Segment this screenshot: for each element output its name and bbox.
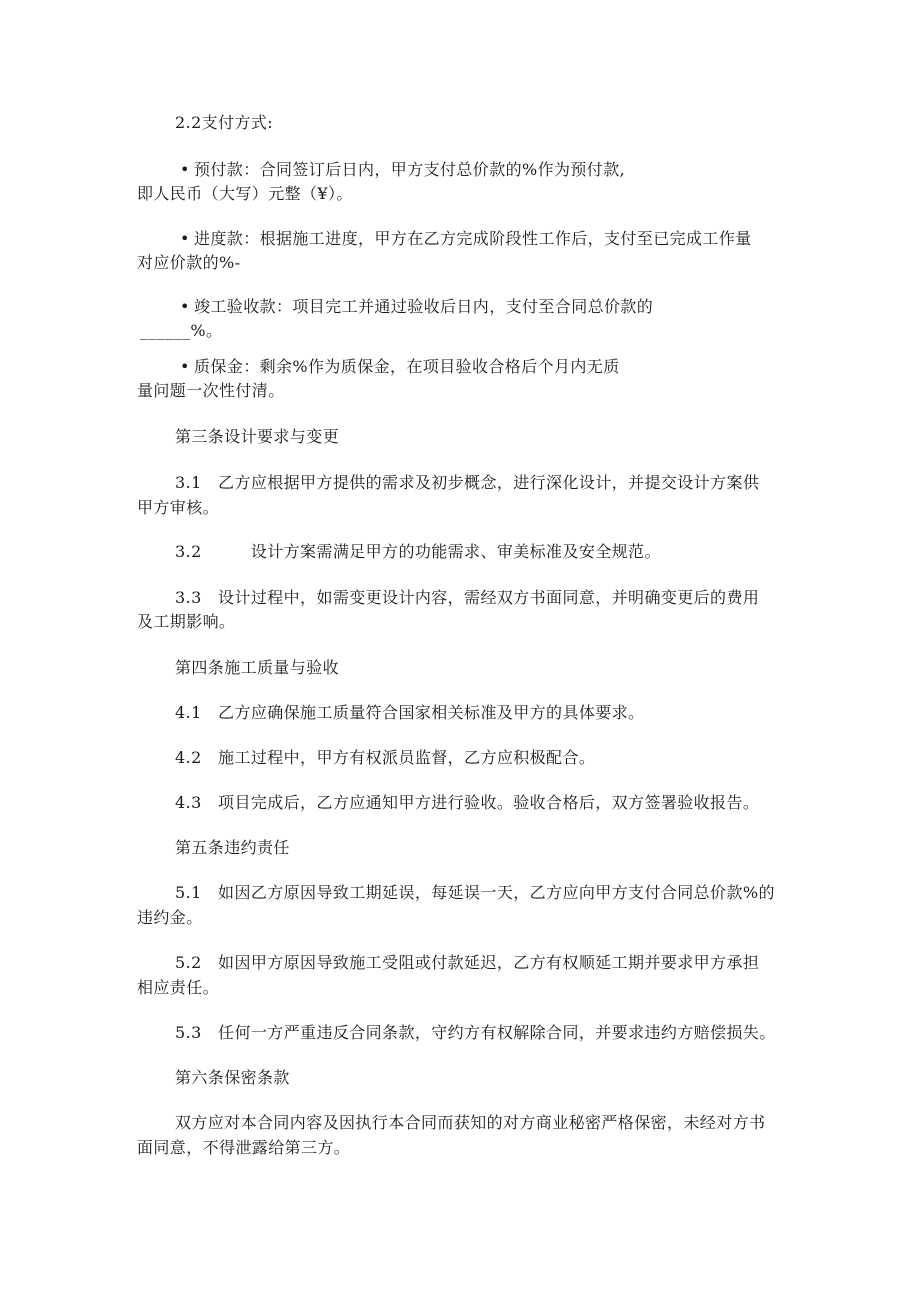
clause-4-2: 4.2 施工过程中，甲方有权派员监督，乙方应积极配合。 [175, 748, 596, 767]
bullet-dot-icon: • [180, 297, 190, 316]
article-6-title: 第六条保密条款 [175, 1068, 290, 1087]
clause-5-3: 5.3 任何一方严重违反合同条款，守约方有权解除合同，并要求违约方赔偿损失。 [175, 1023, 776, 1042]
clause-3-3-line2: 及工期影响。 [137, 612, 236, 631]
article-5-title: 第五条违约责任 [175, 838, 290, 857]
clause-5-1-line2: 违约金。 [137, 908, 203, 927]
bullet-completion [180, 297, 653, 317]
bullet-dot-icon: • [180, 357, 190, 376]
bullet-completion-line1: 竣工验收款：项目完工并通过验收后日内，支付至合同总价款的 [194, 297, 654, 316]
section-2-2-heading: 2.2支付方式: [175, 113, 274, 132]
clause-4-1: 4.1 乙方应确保施工质量符合国家相关标准及甲方的具体要求。 [175, 703, 645, 722]
clause-3-1-line1: 3.1 乙方应根据甲方提供的需求及初步概念，进行深化设计，并提交设计方案供 [175, 473, 760, 492]
bullet-completion-line2: ______%。 [140, 321, 223, 340]
clause-4-3: 4.3 项目完成后，乙方应通知甲方进行验收。验收合格后，双方签署验收报告。 [175, 793, 760, 812]
clause-5-2-line2: 相应责任。 [137, 978, 220, 997]
bullet-retention [180, 357, 620, 377]
bullet-retention-line2: 量问题一次性付清。 [137, 381, 285, 400]
bullet-retention-line1: 质保金：剩余%作为质保金，在项目验收合格后个月内无质 [194, 357, 620, 376]
bullet-dot-icon: • [180, 160, 190, 179]
bullet-prepayment-line2: 即人民币（大写）元整（¥）。 [137, 184, 353, 203]
article-4-title: 第四条施工质量与验收 [175, 658, 340, 677]
bullet-progress-line1: 进度款：根据施工进度，甲方在乙方完成阶段性工作后，支付至已完成工作量 [194, 229, 752, 248]
bullet-dot-icon: • [180, 229, 190, 248]
bullet-prepayment-line1: 预付款：合同签订后日内，甲方支付总价款的%作为预付款, [194, 160, 626, 179]
clause-5-2-line1: 5.2 如因甲方原因导致施工受阻或付款延迟，乙方有权顺延工期并要求甲方承担 [175, 953, 760, 972]
article-3-title: 第三条设计要求与变更 [175, 427, 340, 446]
clause-5-1-line1: 5.1 如因乙方原因导致工期延误，每延误一天，乙方应向甲方支付合同总价款%的 [175, 883, 775, 902]
article-6-paragraph-line2: 面同意，不得泄露给第三方。 [137, 1138, 351, 1157]
clause-3-1-line2: 甲方审核。 [137, 498, 220, 517]
article-6-paragraph-line1: 双方应对本合同内容及因执行本合同而获知的对方商业秘密严格保密，未经对方书 [175, 1113, 766, 1132]
bullet-progress [180, 229, 752, 249]
bullet-prepayment [180, 160, 625, 180]
clause-3-2: 3.2 设计方案需满足甲方的功能需求、审美标准及安全规范。 [175, 542, 661, 561]
bullet-progress-line2: 对应价款的%- [137, 253, 241, 272]
clause-3-3-line1: 3.3 设计过程中，如需变更设计内容，需经双方书面同意，并明确变更后的费用 [175, 588, 760, 607]
